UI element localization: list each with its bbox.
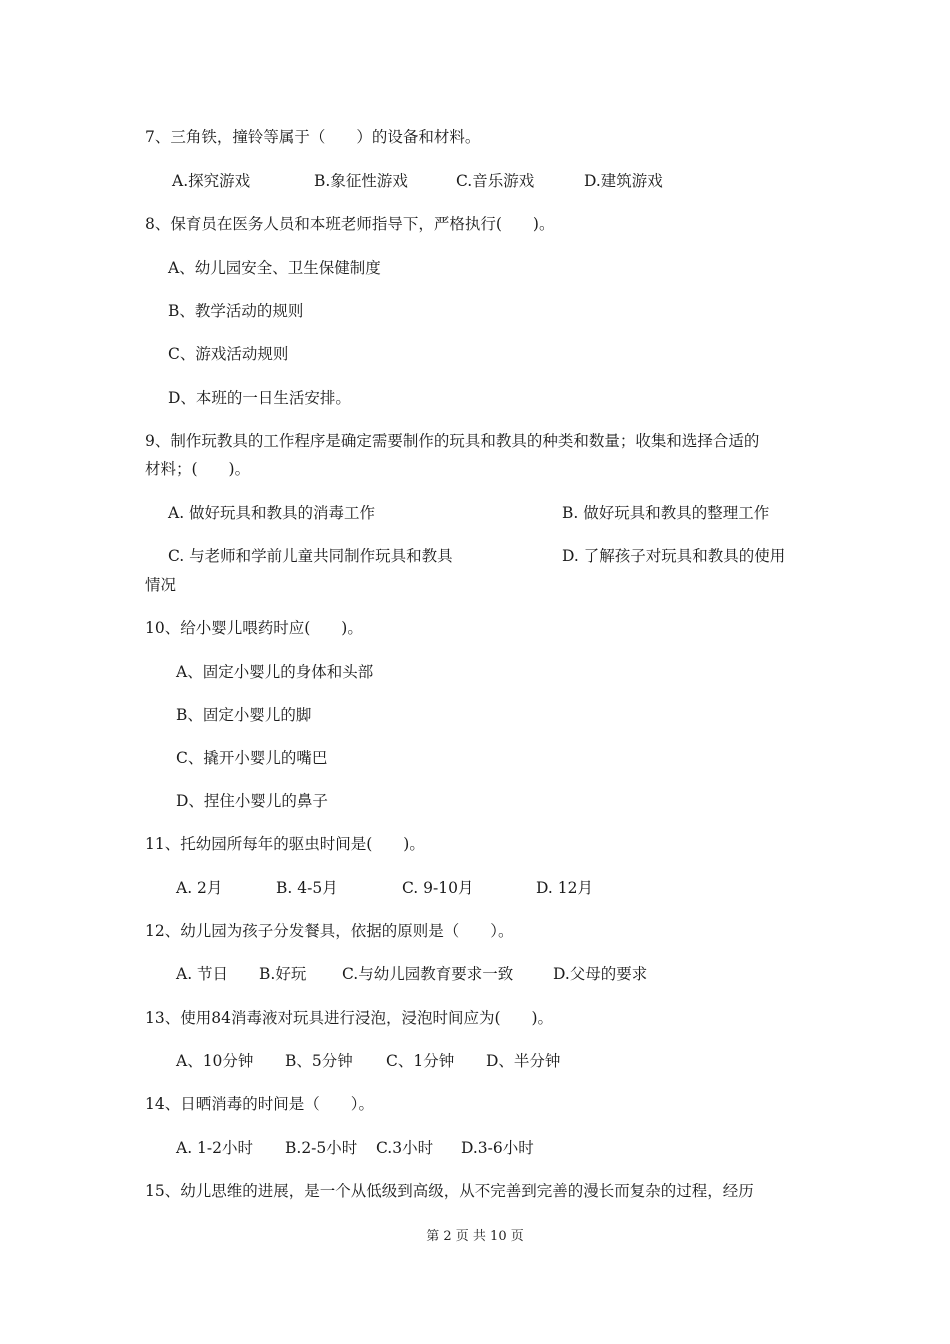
question-10-stem: 10、给小婴儿喂药时应( )。 bbox=[145, 619, 363, 637]
question-8-option-a: A、幼儿园安全、卫生保健制度 bbox=[168, 259, 381, 277]
page-footer: 第 2 页 共 10 页 bbox=[426, 1229, 524, 1244]
question-12-option-d: D.父母的要求 bbox=[553, 965, 648, 983]
question-11-option-d: D. 12月 bbox=[536, 879, 593, 897]
question-13-option-c: C、1分钟 bbox=[386, 1052, 455, 1070]
question-7-stem: 7、三角铁，撞铃等属于（ ）的设备和材料。 bbox=[145, 128, 481, 146]
question-7-option-a: A.探究游戏 bbox=[172, 172, 251, 190]
question-11-stem: 11、托幼园所每年的驱虫时间是( )。 bbox=[145, 835, 425, 853]
question-12-stem: 12、幼儿园为孩子分发餐具，依据的原则是（ ）。 bbox=[145, 922, 514, 940]
question-7-option-c: C.音乐游戏 bbox=[456, 172, 535, 190]
question-13-option-d: D、半分钟 bbox=[486, 1052, 561, 1070]
question-12-option-b: B.好玩 bbox=[259, 965, 307, 983]
question-14-option-a: A. 1-2小时 bbox=[176, 1139, 254, 1157]
question-8-stem: 8、保育员在医务人员和本班老师指导下，严格执行( )。 bbox=[145, 215, 555, 233]
question-9-option-b: B. 做好玩具和教具的整理工作 bbox=[562, 504, 770, 522]
question-14-option-d: D.3-6小时 bbox=[461, 1139, 534, 1157]
question-11-option-c: C. 9-10月 bbox=[402, 879, 474, 897]
question-14-option-b: B.2-5小时 bbox=[285, 1139, 358, 1157]
question-9-option-d-wrap: 情况 bbox=[145, 576, 177, 594]
question-12-option-c: C.与幼儿园教育要求一致 bbox=[342, 965, 514, 983]
question-12-option-a: A. 节日 bbox=[176, 965, 229, 983]
question-7-option-b: B.象征性游戏 bbox=[314, 172, 408, 190]
question-10-option-c: C、撬开小婴儿的嘴巴 bbox=[176, 749, 328, 767]
question-10-option-d: D、捏住小婴儿的鼻子 bbox=[176, 792, 328, 810]
question-9-option-d: D. 了解孩子对玩具和教具的使用 bbox=[562, 547, 786, 565]
question-7-option-d: D.建筑游戏 bbox=[584, 172, 663, 190]
question-9-option-a: A. 做好玩具和教具的消毒工作 bbox=[168, 504, 376, 522]
question-14-option-c: C.3小时 bbox=[376, 1139, 434, 1157]
question-10-option-b: B、固定小婴儿的脚 bbox=[176, 706, 312, 724]
question-10-option-a: A、固定小婴儿的身体和头部 bbox=[176, 663, 374, 681]
question-9-stem-line1: 9、制作玩教具的工作程序是确定需要制作的玩具和教具的种类和数量；收集和选择合适的 bbox=[145, 432, 760, 450]
question-9-stem-line2: 材料；( )。 bbox=[145, 460, 251, 478]
question-9-option-c: C. 与老师和学前儿童共同制作玩具和教具 bbox=[168, 547, 453, 565]
question-8-option-c: C、游戏活动规则 bbox=[168, 345, 289, 363]
question-15-stem: 15、幼儿思维的进展，是一个从低级到高级，从不完善到完善的漫长而复杂的过程，经历 bbox=[145, 1182, 754, 1200]
question-11-option-a: A. 2月 bbox=[176, 879, 223, 897]
question-8-option-d: D、本班的一日生活安排。 bbox=[168, 389, 351, 407]
question-14-stem: 14、日晒消毒的时间是（ ）。 bbox=[145, 1095, 374, 1113]
question-11-option-b: B. 4-5月 bbox=[276, 879, 338, 897]
question-13-stem: 13、使用84消毒液对玩具进行浸泡，浸泡时间应为( )。 bbox=[145, 1009, 554, 1027]
question-13-option-a: A、10分钟 bbox=[176, 1052, 254, 1070]
question-13-option-b: B、5分钟 bbox=[285, 1052, 353, 1070]
question-8-option-b: B、教学活动的规则 bbox=[168, 302, 304, 320]
